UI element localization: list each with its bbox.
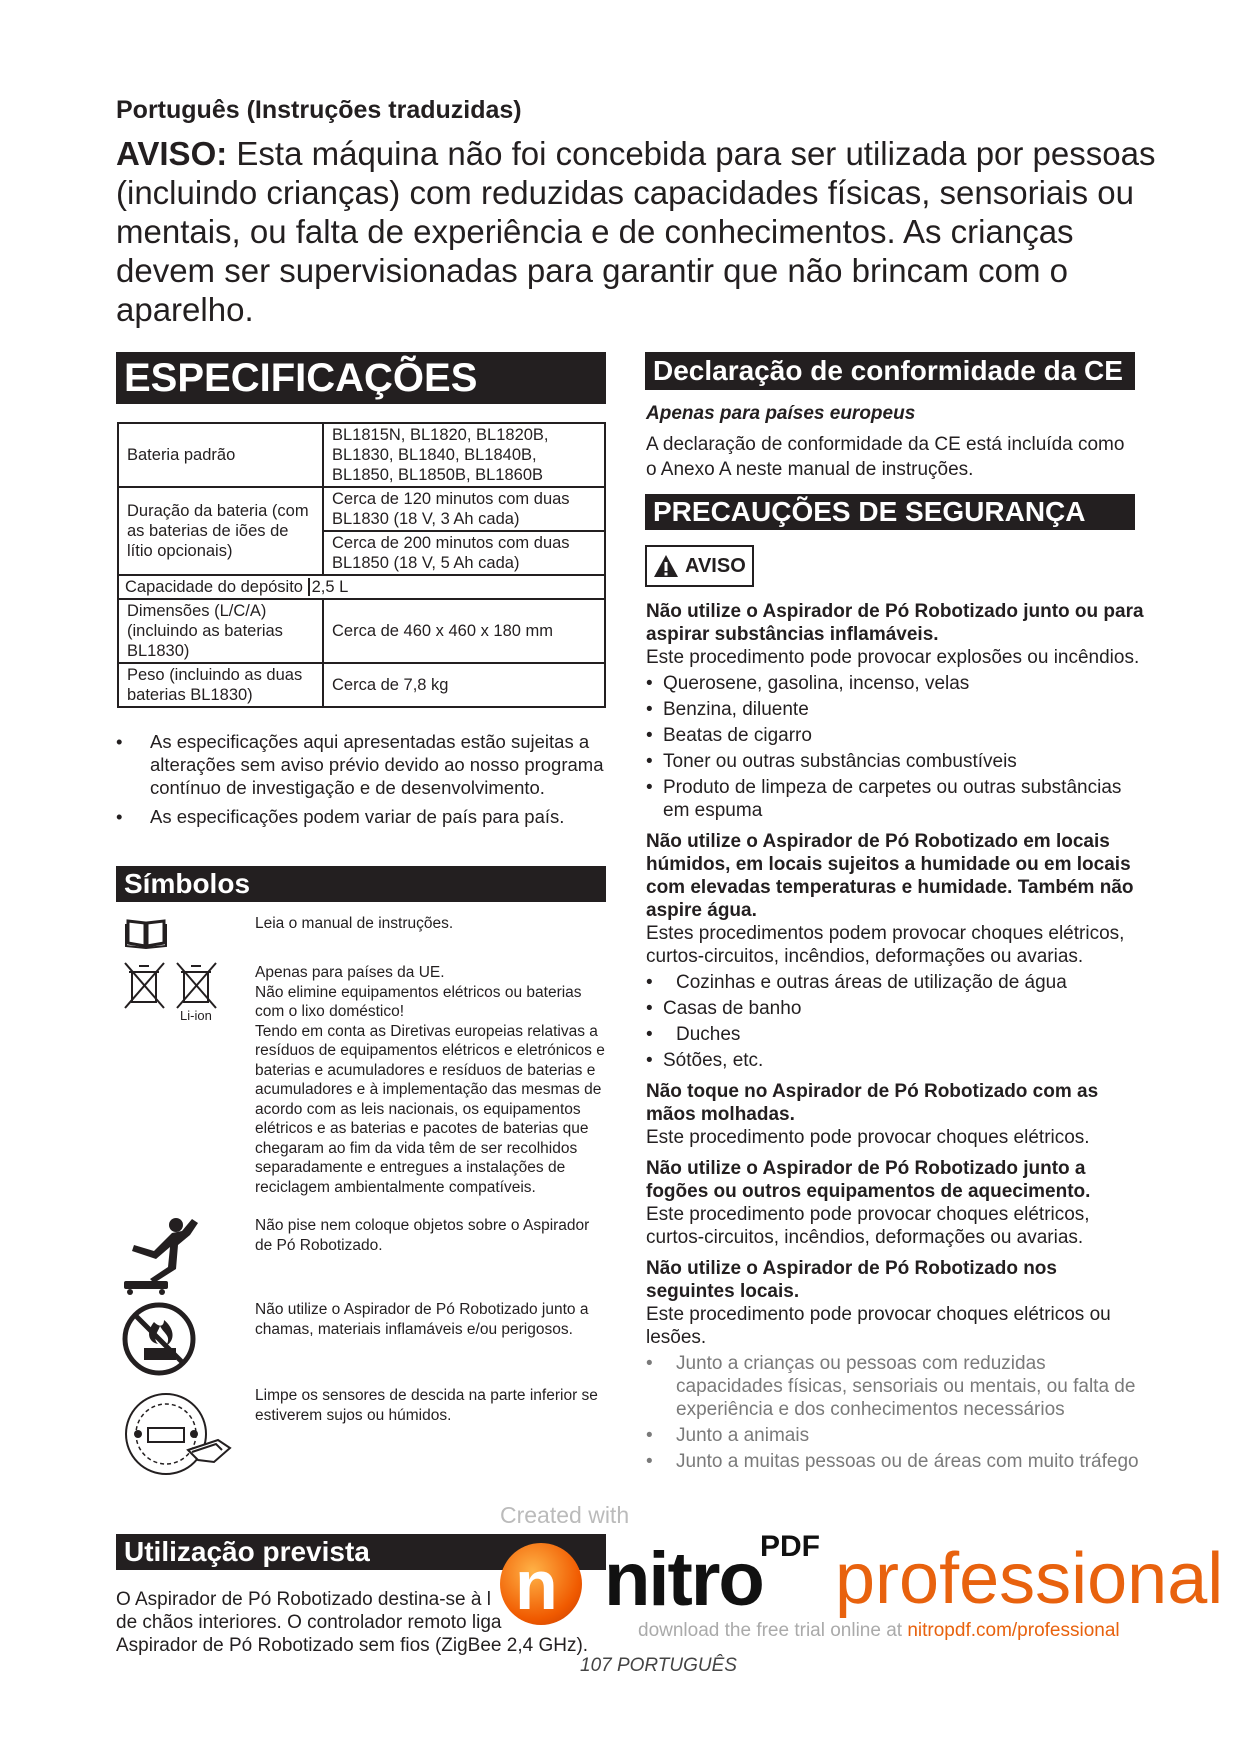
- list-item: • Junto a animais: [646, 1425, 810, 1446]
- note-text: As especificações podem variar de país para país.: [150, 806, 565, 827]
- spec-value: Cerca de 7,8 kg: [323, 663, 605, 707]
- section-heading: Não utilize o Aspirador de Pó Robotizado em locais húmidos, em locais sujeitos a humidade ou em locais com elevadas temperaturas e humidade. Também não aspire água.: [646, 831, 1134, 921]
- book-icon: [124, 915, 168, 954]
- list-item: • Querosene, gasolina, incenso, velas: [646, 673, 970, 694]
- safety-title: PRECAUÇÕES DE SEGURANÇA: [645, 494, 1135, 530]
- watermark-brand: nitro: [604, 1537, 763, 1622]
- bullet-text: Beatas de cigarro: [663, 725, 812, 746]
- ce-subtitle: Apenas para países europeus: [646, 403, 916, 424]
- aviso-badge: [645, 545, 754, 587]
- list-item: [116, 730, 608, 799]
- no-flame-icon: [120, 1300, 198, 1383]
- symbol-text: Leia o manual de instruções.: [255, 915, 454, 932]
- list-item: • Toner ou outras substâncias combustíveis: [646, 751, 1017, 772]
- spec-label: Dimensões (L/C/A) (incluindo as baterias BL1830): [118, 599, 323, 663]
- usage-text: O Aspirador de Pó Robotizado destina-se à l de chãos interiores. O controlador remoto liga Aspirador de Pó Robotizado sem fios (ZigBee 2,4 GHz).: [116, 1589, 589, 1656]
- list-item: • Duches: [646, 1024, 741, 1045]
- section-heading: Não utilize o Aspirador de Pó Robotizado junto a fogões ou outros equipamentos de aquecimento.: [646, 1158, 1091, 1202]
- aviso-paragraph: [116, 134, 1156, 329]
- section-heading: Não utilize o Aspirador de Pó Robotizado junto ou para aspirar substâncias inflamáveis.: [646, 601, 1144, 645]
- table-row: [118, 663, 605, 707]
- aviso-badge-label: AVISO: [685, 554, 746, 577]
- spec-value: 2,5 L: [308, 578, 349, 596]
- symbols-title: Símbolos: [116, 866, 606, 902]
- watermark-brand-suffix: professional: [835, 1539, 1224, 1619]
- ce-title: Declaração de conformidade da CE: [645, 352, 1135, 390]
- list-item: • Casas de banho: [646, 998, 802, 1019]
- language-title: Português (Instruções traduzidas): [116, 96, 522, 124]
- bullet-text: Benzina, diluente: [663, 699, 809, 720]
- bullet-text: Sótões, etc.: [663, 1050, 764, 1071]
- ce-text: A declaração de conformidade da CE está incluída como o Anexo A neste manual de instruções.: [646, 434, 1125, 480]
- clean-sensor-icon: [118, 1388, 238, 1485]
- spec-notes: [116, 730, 608, 828]
- safety-content: [646, 600, 1146, 1473]
- no-step-icon: [120, 1215, 204, 1300]
- table-row: [118, 423, 605, 487]
- page-footer: 107 PORTUGUÊS: [580, 1655, 737, 1676]
- list-item: • Cozinhas e outras áreas de utilização de água: [646, 972, 1067, 993]
- spec-value: Cerca de 120 minutos com duas BL1830 (18 V, 3 Ah cada): [323, 487, 605, 531]
- specs-table: [117, 422, 606, 708]
- section-heading: Não toque no Aspirador de Pó Robotizado com as mãos molhadas.: [646, 1081, 1099, 1125]
- aviso-label: AVISO:: [116, 135, 228, 172]
- watermark-download-link[interactable]: nitropdf.com/professional: [907, 1620, 1120, 1641]
- bullet-text: Junto a animais: [676, 1425, 810, 1446]
- table-row: [118, 575, 605, 599]
- warning-triangle-icon: [653, 554, 679, 578]
- list-item: • Produto de limpeza de carpetes ou outras substâncias em espuma: [646, 777, 1122, 821]
- watermark-download[interactable]: [638, 1620, 1120, 1642]
- bullet-text: Querosene, gasolina, incenso, velas: [663, 673, 970, 694]
- list-item: • Junto a muitas pessoas ou de áreas com muito tráfego: [646, 1451, 1139, 1472]
- bullet-text: Toner ou outras substâncias combustíveis: [663, 751, 1017, 772]
- list-item: • Sótões, etc.: [646, 1050, 764, 1071]
- list-item: • Benzina, diluente: [646, 699, 809, 720]
- usage-title: Utilização prevista: [116, 1534, 606, 1570]
- spec-label: Capacidade do depósito: [125, 578, 303, 596]
- table-row: [118, 599, 605, 663]
- symbol-text: Limpe os sensores de descida na parte inferior se estiverem sujos ou húmidos.: [255, 1387, 598, 1424]
- table-row: [118, 487, 605, 531]
- spec-label: Peso (incluindo as duas baterias BL1830): [118, 663, 323, 707]
- bullet-text: Junto a crianças ou pessoas com reduzidas capacidades físicas, sensoriais ou mentais, ou falta de experiência e dos conhecimentos necessários: [676, 1353, 1136, 1420]
- bullet-dot: •: [116, 731, 123, 752]
- watermark-download-text: download the free trial online at: [638, 1620, 908, 1641]
- bullet-text: Duches: [676, 1024, 741, 1045]
- watermark-created-with: Created with: [500, 1502, 630, 1528]
- spec-tank-row: [118, 575, 605, 599]
- section-body: Este procedimento pode provocar choques elétricos, curtos-circuitos, incêndios, deformações ou avarias.: [646, 1204, 1090, 1248]
- spec-value: BL1815N, BL1820, BL1820B, BL1830, BL1840, BL1840B, BL1850, BL1850B, BL1860B: [323, 423, 605, 487]
- section-heading: Não utilize o Aspirador de Pó Robotizado nos seguintes locais.: [646, 1258, 1057, 1302]
- aviso-text: Esta máquina não foi concebida para ser utilizada por pessoas (incluindo crianças) com reduzidas capacidades físicas, sensoriais ou mentais, ou falta de experiência e de conhecimentos. As crianças devem ser supervisionadas para garantir que não brincam com o aparelho.: [116, 135, 1156, 328]
- note-text: As especificações aqui apresentadas estão sujeitas a alterações sem aviso prévio devido ao nosso programa contínuo de investigação e de desenvolvimento.: [150, 731, 604, 798]
- bullet-text: Cozinhas e outras áreas de utilização de água: [676, 972, 1067, 993]
- nitro-logo-letter: n: [515, 1546, 558, 1624]
- spec-label: Duração da bateria (com as baterias de iões de lítio opcionais): [118, 487, 323, 575]
- list-item: [116, 805, 608, 828]
- list-item: • Beatas de cigarro: [646, 725, 812, 746]
- specs-title: ESPECIFICAÇÕES: [116, 352, 606, 404]
- bullet-text: Produto de limpeza de carpetes ou outras substâncias em espuma: [663, 777, 1122, 821]
- bullet-text: Casas de banho: [663, 998, 802, 1019]
- section-body: Este procedimento pode provocar choques elétricos.: [646, 1127, 1090, 1148]
- symbol-text: Não pise nem coloque objetos sobre o Aspirador de Pó Robotizado.: [255, 1217, 590, 1254]
- section-body: Estes procedimentos podem provocar choques elétricos, curtos-circuitos, incêndios, deformações ou avarias.: [646, 923, 1125, 967]
- symbol-text: Apenas para países da UE. Não elimine equipamentos elétricos ou baterias com o lixo doméstico! Tendo em conta as Diretivas europeias relativas a resíduos de equipamentos elétricos e eletrónicos e baterias e acumuladores e resíduos de baterias e acumuladores e à implementação das mesmas de acordo com as leis nacionais, os equipamentos elétricos e as baterias e pacotes de baterias que chegaram ao fim da vida têm de ser recolhidos separadamente e entregues a instalações de reciclagem ambientalmente compatíveis.: [255, 964, 605, 1196]
- li-ion-label: Li-ion: [180, 1008, 212, 1023]
- symbol-text: Não utilize o Aspirador de Pó Robotizado junto a chamas, materiais inflamáveis e/ou perigosos.: [255, 1301, 589, 1338]
- spec-value: Cerca de 460 x 460 x 180 mm: [323, 599, 605, 663]
- bullet-text: Junto a muitas pessoas ou de áreas com muito tráfego: [676, 1451, 1139, 1472]
- watermark-brand-sup: PDF: [760, 1530, 820, 1563]
- section-body: Este procedimento pode provocar choques elétricos ou lesões.: [646, 1304, 1111, 1348]
- section-body: Este procedimento pode provocar explosões ou incêndios.: [646, 647, 1140, 668]
- spec-value: Cerca de 200 minutos com duas BL1850 (18 V, 5 Ah cada): [323, 531, 605, 575]
- list-item: • Junto a crianças ou pessoas com reduzidas capacidades físicas, sensoriais ou mentais, ou falta de experiência e dos conhecimentos necessários: [646, 1353, 1136, 1420]
- bullet-dot: •: [116, 806, 123, 827]
- spec-label: Bateria padrão: [118, 423, 323, 487]
